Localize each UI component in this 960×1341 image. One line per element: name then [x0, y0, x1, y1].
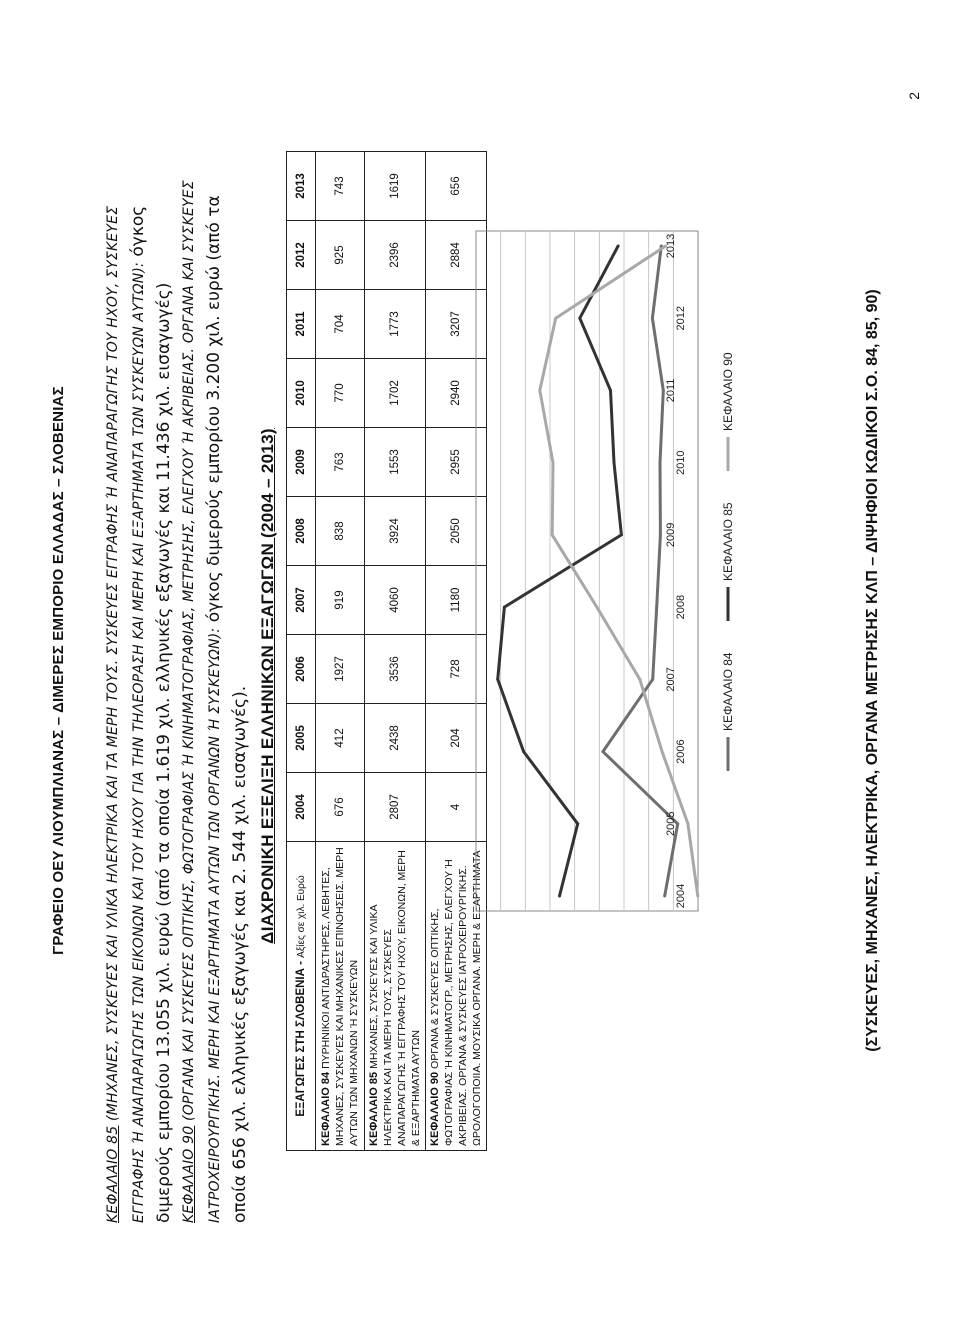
x-tick-label: 2011: [665, 378, 677, 403]
data-point: [503, 606, 506, 609]
data-point: [651, 317, 654, 320]
year-header: 2012: [287, 221, 316, 290]
x-tick-label: 2013: [665, 233, 677, 259]
data-point: [551, 461, 554, 464]
x-tick-label: 2007: [665, 667, 677, 692]
table-cell: 1619: [365, 152, 426, 221]
x-tick-label: 2004: [675, 883, 687, 909]
table-cell: 3536: [365, 635, 426, 704]
table-cell: 3207: [426, 290, 487, 359]
series-line-1: [603, 246, 678, 896]
year-header: 2006: [287, 635, 316, 704]
table-cell: 4: [426, 773, 487, 842]
page-number: 2: [906, 92, 922, 100]
x-tick-label: 2008: [675, 594, 687, 620]
legend-label-2: ΚΕΦΑΛΑΙΟ 85: [721, 502, 735, 581]
data-point: [638, 678, 641, 681]
table-cell: 676: [316, 773, 365, 842]
data-point: [686, 822, 689, 825]
data-point: [620, 533, 623, 536]
x-tick-label: 2006: [675, 739, 687, 764]
chapter-90-link: ΚΕΦΑΛΑΙΟ 90: [181, 1125, 197, 1223]
table-cell: 412: [316, 704, 365, 773]
x-tick-label: 2009: [665, 522, 677, 548]
data-point: [659, 461, 662, 464]
header-label-text: ΕΞΑΓΩΓΕΣ ΣΤΗ ΣΛΟΒΕΝΙΑ -: [295, 957, 307, 1117]
chapter-85-desc: (ΜΗΧΑΝΕΣ, ΣΥΣΚΕΥΕΣ ΚΑΙ ΥΛΙΚΑ ΗΛΕΚΤΡΙΚΑ ΚΑΙ ΤΑ ΜΕΡΗ ΤΟΥΣ. ΣΥΣΚΕΥΕΣ ΕΓΓΡΑΦΗΣ Ή ΑΝΑΠΑΡΑΓΩΓΗΣ ΤΟΥ ΗΧΟΥ, ΣΥΣΚΕΥΕΣ ΕΓΓΡΑΦΗΣ Ή ΑΝΑΠΑΡΑΓΩΓΗΣ ΤΩΝ ΕΙΚΟΝΩΝ ΚΑΙ ΤΟΥ ΗΧΟΥ ΓΙΑ ΤΗΝ ΤΗΛΕΟΡΑΣΗ ΚΑΙ ΜΕΡΗ ΚΑΙ ΕΞΑΡΤΗΜΑΤΑ ΤΩΝ ΣΥΣΚΕΥΩΝ ΑΥΤΩΝ):: [105, 205, 147, 1223]
legend-label-3: ΚΕΦΑΛΑΙΟ 90: [721, 352, 735, 431]
data-point: [655, 606, 658, 609]
page-footer: (ΣΥΣΚΕΥΕΣ, ΜΗΧΑΝΕΣ, ΗΛΕΚΤΡΙΚΑ, ΟΡΓΑΝΑ ΜΕΤΡΗΣΗΣ ΚΛΠ – ΔΙΨΗΦΙΟΙ ΚΩΔΙΚΟΙ Σ.Ο. 84, 85, 90): [864, 289, 881, 1052]
table-title: ΔΙΑΧΡΟΝΙΚΗ ΕΞΕΛΙΞΗ ΕΛΛΗΝΙΚΩΝ ΕΞΑΓΩΓΩΝ (2004 – 2013): [258, 428, 277, 944]
row-desc: ΟΡΓΑΝΑ & ΣΥΣΚΕΥΕΣ ΟΠΤΙΚΗΣ, ΦΩΤΟΓΡΑΦΙΑΣ Ή ΚΙΝΗΜΑΤΟΓΡ., ΜΕΤΡΗΣΗΣ, ΕΛΕΓΧΟΥ Ή ΑΚΡΙΒΕΙΑΣ. ΟΡΓΑΝΑ & ΣΥΣΚΕΥΕΣ ΙΑΤΡΟΧΕΙΡΟΥΡΓΙΚΗΣ. ΩΡΟΛΟΓΟΠΟΙΙΑ. ΜΟΥΣΙΚΑ ΟΡΓΑΝΑ. ΜΕΡΗ & ΕΞΑΡΤΗΜΑΤΑ: [429, 850, 483, 1146]
year-header: 2007: [287, 566, 316, 635]
table-cell: 2396: [365, 221, 426, 290]
row-label: [316, 842, 365, 1151]
table-cell: 1927: [316, 635, 365, 704]
table-cell: 2884: [426, 221, 487, 290]
table-header-row: [287, 152, 316, 1151]
exports-line-chart: [470, 221, 750, 921]
data-point: [496, 678, 499, 681]
data-point: [551, 533, 554, 536]
x-tick-label: 2010: [675, 450, 687, 475]
data-point: [576, 822, 579, 825]
year-header: 2013: [287, 152, 316, 221]
data-point: [609, 389, 612, 392]
x-tick-label: 2012: [675, 305, 687, 331]
row-chapter: ΚΕΦΑΛΑΙΟ 90: [429, 1071, 441, 1146]
data-point: [578, 317, 581, 320]
series-line-2: [498, 246, 622, 896]
legend-label-1: ΚΕΦΑΛΑΙΟ 84: [721, 652, 735, 731]
chapter-85-link: ΚΕΦΑΛΑΙΟ 85: [105, 1125, 121, 1223]
table-cell: 3924: [365, 497, 426, 566]
table-cell: 1180: [426, 566, 487, 635]
data-point: [663, 895, 666, 898]
table-row: [316, 152, 365, 1151]
year-header: 2005: [287, 704, 316, 773]
table-cell: 656: [426, 152, 487, 221]
table-cell: 770: [316, 359, 365, 428]
year-header: 2009: [287, 428, 316, 497]
table-header-label: [287, 842, 316, 1151]
data-point: [595, 606, 598, 609]
row-chapter: ΚΕΦΑΛΑΙΟ 85: [368, 1071, 380, 1146]
table-cell: 2050: [426, 497, 487, 566]
table-cell: 728: [426, 635, 487, 704]
data-point: [696, 895, 699, 898]
chapter-85-summary: όγκος διμερούς εμπορίου 13.055 χιλ. ευρώ (από τα οποία 1.619 χιλ. ελληνικές εξαγωγές και 11.436 χιλ. εισαγωγές): [128, 205, 174, 1223]
table-cell: 2438: [365, 704, 426, 773]
table-cell: 704: [316, 290, 365, 359]
table-cell: 204: [426, 704, 487, 773]
table-cell: 1773: [365, 290, 426, 359]
header-unit-text: Αξίες σε χιλ. Ευρώ: [296, 875, 307, 958]
year-header: 2011: [287, 290, 316, 359]
table-cell: 2940: [426, 359, 487, 428]
table-cell: 2955: [426, 428, 487, 497]
table-cell: 743: [316, 152, 365, 221]
data-point: [613, 461, 616, 464]
table-cell: 919: [316, 566, 365, 635]
year-header: 2008: [287, 497, 316, 566]
row-desc: ΜΗΧΑΝΕΣ, ΣΥΣΚΕΥΕΣ ΚΑΙ ΥΛΙΚΑ ΗΛΕΚΤΡΙΚΑ ΚΑΙ ΤΑ ΜΕΡΗ ΤΟΥΣ, ΣΥΣΚΕΥΕΣ ΑΝΑΠΑΡΑΓΩΓΗΣ Ή ΕΓΓΡΑΦΗΣ ΤΟΥ ΗΧΟΥ, ΕΙΚΟΝΩΝ, ΜΕΡΗ & ΕΞΑΡΤΗΜΑΤΑ ΑΥΤΩΝ: [368, 850, 422, 1146]
chapter-90-desc: (ΟΡΓΑΝΑ ΚΑΙ ΣΥΣΚΕΥΕΣ ΟΠΤΙΚΗΣ, ΦΩΤΟΓΡΑΦΙΑΣ Ή ΚΙΝΗΜΑΤΟΓΡΑΦΙΑΣ, ΜΕΤΡΗΣΗΣ, ΕΛΕΓΧΟΥ Ή ΑΚΡΙΒΕΙΑΣ. ΟΡΓΑΝΑ ΚΑΙ ΣΥΣΚΕΥΕΣ ΙΑΤΡΟΧΕΙΡΟΥΡΓΙΚΗΣ. ΜΕΡΗ ΚΑΙ ΕΞΑΡΤΗΜΑΤΑ ΑΥΤΩΝ ΤΩΝ ΟΡΓΑΝΩΝ Ή ΣΥΣΚΕΥΩΝ):: [181, 180, 223, 1223]
data-point: [659, 533, 662, 536]
data-point: [538, 389, 541, 392]
row-label: [365, 842, 426, 1151]
row-desc: ΠΥΡΗΝΙΚΟΙ ΑΝΤΙΔΡΑΣΤΗΡΕΣ, ΛΕΒΗΤΕΣ, ΜΗΧΑΝΕΣ, ΣΥΣΚΕΥΕΣ ΚΑΙ ΜΗΧΑΝΙΚΕΣ ΕΠΙΝΟΗΣΕΙΣ. ΜΕΡΗ ΑΥΤΩΝ ΤΩΝ ΜΗΧΑΝΩΝ Ή ΣΥΣΚΕΥΩΝ: [320, 847, 360, 1146]
table-cell: 2807: [365, 773, 426, 842]
x-tick-label: 2005: [665, 811, 677, 837]
data-point: [617, 245, 620, 248]
row-chapter: ΚΕΦΑΛΑΙΟ 84: [320, 1071, 332, 1146]
table-cell: 925: [316, 221, 365, 290]
data-point: [601, 750, 604, 753]
year-header: 2010: [287, 359, 316, 428]
table-cell: 1702: [365, 359, 426, 428]
chapter-90-summary: όγκος διμερούς εμπορίου 3.200 χιλ. ευρώ (από τα οποία 656 χιλ. ελληνικές εξαγωγές και 2. 544 χιλ. εισαγωγές).: [204, 195, 250, 1223]
exports-table: [286, 151, 487, 1151]
page-header: ΓΡΑΦΕΙΟ ΟΕΥ ΛΙΟΥΜΠΛΙΑΝΑΣ – ΔΙΜΕΡΕΣ ΕΜΠΟΡΙΟ ΕΛΛΑΔΑΣ – ΣΛΟΒΕΝΙΑΣ: [50, 386, 67, 955]
table-cell: 4060: [365, 566, 426, 635]
data-point: [651, 678, 654, 681]
year-header: 2004: [287, 773, 316, 842]
paragraph-chapter-90: [176, 143, 253, 1223]
data-point: [522, 750, 525, 753]
data-point: [554, 317, 557, 320]
paragraph-chapter-85: [100, 143, 177, 1223]
table-row: [365, 152, 426, 1151]
data-point: [661, 750, 664, 753]
data-point: [558, 895, 561, 898]
table-cell: 763: [316, 428, 365, 497]
table-cell: 1553: [365, 428, 426, 497]
table-cell: 838: [316, 497, 365, 566]
